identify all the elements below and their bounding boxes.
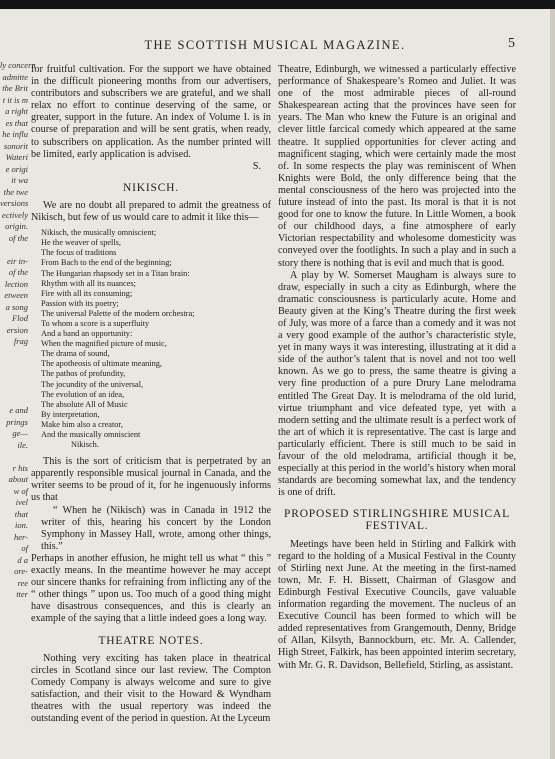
theatre-heading: THEATRE NOTES. <box>98 634 204 647</box>
edge-fragment: a right <box>5 106 28 116</box>
poem-line: And a band an opportunity: <box>41 329 133 339</box>
festival-paragraph: Meetings have been held in Stirling and Falkirk with regard to the holding of a Musical Festival in the County of Stirling next June. At the meeting in the first-named town, Mr. F. H. Bissett, Chairman of Glasgow and Edinburgh Festival Executive Councils, gave valuable information regarding the movement. The nucleus of an Executive Council has been formed to which will be added representatives from Grangemouth, Denny, Bridge of Allan, Kilsyth, Bannockburn, etc. Mr. A. Callender, High Street, Falkirk, has been appointed interim secretary, with Mr. G. R. Davidson, Bellefield, Stirling, as assistant. <box>278 538 516 671</box>
poem-signature: Nikisch. <box>71 440 99 450</box>
edge-fragment: e origi <box>5 163 28 174</box>
criticism-paragraph: This is the sort of criticism that is perpetrated by an apparently responsible musical journal in Canada, and the writer seems to be proud of it, for he ingenuously informs us that <box>31 456 271 504</box>
editor-signature: S. <box>252 160 261 172</box>
effusion-paragraph: Perhaps in another effusion, he might tell us what “ this ” exactly means. In the meantime however he may accept our sincere thanks for refraining from inflicting any of the “ other things ” upon us. Too much of a good thing might have disastrous consequences, and this is clearly an example of the saying that a little indeed goes a long way. <box>31 552 271 625</box>
poem-line: The pathos of profundity, <box>41 369 126 379</box>
edge-fragment: ge— <box>12 428 28 438</box>
poem-line: And the musically omniscient <box>41 430 141 439</box>
poem-line: Nikisch, the musically omniscient; <box>41 228 157 238</box>
edge-fragment: Wateri <box>5 152 28 162</box>
edge-fragment: a song <box>5 301 28 312</box>
theatre-paragraph: Nothing very exciting has taken place in theatrical circles in Scotland since our last review. The Compton Comedy Company is always welcome and sure to give satisfaction, and their visit to the Howard & Wyndham theatres with the usual repertory was indeed the outstanding event of the period in question. At the Lyceum <box>31 652 271 725</box>
poem-line: The evolution of an idea, <box>41 389 125 399</box>
edge-fragment: that <box>14 508 28 519</box>
edge-fragment <box>0 601 28 613</box>
poem-line: The Hungarian rhapsody set in a Titan brain: <box>41 268 190 278</box>
edge-fragment: ile. <box>17 439 28 450</box>
edge-fragment: ion. <box>15 520 28 530</box>
lyceum-paragraph: Theatre, Edinburgh, we witnessed a particularly effective performance of Shakespeare’s Romeo and Juliet. It was one of the most admirable pieces of all-round Shakespearean acting that the provinces have seen for years. The Man who knew the Future is an original and clever little farcical comedy which appeared at the same theatre. It supplied opportunities for clever acting and magnificent staging, which were certainly made the most of. In some respects the play was reminiscent of When Knights were Bold, the only difference being that the mental consciousness of the hero was projected into the future instead of into the past. Its moral is that it is not good for one to know the future. In Little Women, a book of our childhood days, a fine atmosphere of early Victorian respectability and wholesome domesticity was conveyed over the footlights. In such a play and in such a story there is nothing that is evil and much that is good. <box>278 64 516 269</box>
edge-fragment: ree <box>17 577 28 588</box>
edge-fragment: d a <box>17 554 28 565</box>
quoted-paragraph: “ When he (Nikisch) was in Canada in 1912 the writer of this, hearing his concert by the London Symphony in Massey Hall, wrote, among other things, this.” <box>41 504 271 552</box>
edge-fragment: sonorit <box>3 140 28 151</box>
intro-paragraph: for fruitful cultivation. For the support we have obtained in the difficult pioneering months from our advertisers, contributors and subscribers we are grateful, and we shall relax no effort to continue deserving of the same, or greater, support in the future. An index of Volume I. is in course of preparation and will be sent gratis, when ready, to subscribers on application. As the number printed will be limited, early application is advised. <box>31 64 271 160</box>
edge-fragment: prings <box>6 416 28 427</box>
poem-line: The jocundity of the universal, <box>41 379 144 389</box>
poem-line: When the magnified picture of music, <box>41 339 167 349</box>
edge-fragment: of <box>21 543 28 553</box>
poem-line: Passion with its poetry; <box>41 298 119 308</box>
maugham-paragraph: A play by W. Somerset Maugham is always sure to draw, especially in such a city as Edinburgh, where the dramatic consciousness is particularly acute. Home and Beauty given at the King’s Theatre during the first week of July, was more of a farce than a comedy and it was not a very good example of the author’s characteristic style, yet in many ways it was interesting, illustrating at it did a side of the author’s talent that is novel and not too well known. As we go to press, the same theatre is giving a very fine production of a pure Drury Lane melodrama entitled The Great Day. It is melodrama of the old lurid, virtue triumphant and vice defeated type, yet with a modern setting and the ultimate result is a perfect work of the art of which it is representative. The cast is large and particularly efficient. There is still much to be said in favour of the old melodrama, artificial though it be, especially at this period in the world’s history when moral standards are becoming somewhat lax, and the tendency is one of drift. <box>278 269 516 499</box>
poem-line: To whom a score is a superfluity <box>41 318 150 328</box>
poem-line: The focus of traditions <box>41 248 117 258</box>
edge-fragment: es that <box>5 117 28 128</box>
edge-fragment <box>0 348 28 360</box>
poem-line: The absolute All of Music <box>41 399 128 409</box>
edge-fragment: admitte <box>2 71 28 82</box>
edge-fragment: of the <box>8 267 28 277</box>
edge-fragment: the twe <box>3 186 28 197</box>
edge-fragment: w of <box>13 485 28 496</box>
poem-line: The apotheosis of ultimate meaning, <box>41 359 162 369</box>
poem-line: He the weaver of spells, <box>41 238 121 248</box>
edge-fragment: of the <box>8 232 28 243</box>
edge-fragment: lection <box>4 278 28 289</box>
edge-fragment <box>0 359 28 371</box>
poem-line: Make him also a creator, <box>41 419 123 429</box>
left-column <box>31 64 271 725</box>
edge-fragment <box>0 394 28 406</box>
edge-fragment: the Brit <box>2 83 28 93</box>
festival-heading: PROPOSED STIRLINGSHIRE MUSICAL FESTIVAL. <box>284 508 510 533</box>
poem-line: Rhythm with all its nuances; <box>41 278 136 288</box>
edge-fragment: it wa <box>11 175 28 185</box>
page-number: 5 <box>508 36 515 51</box>
edge-fragment: origin. <box>5 221 28 231</box>
edge-fragment: ectively <box>2 209 28 220</box>
right-column <box>278 64 516 672</box>
edge-fragment: ly concern <box>0 60 36 70</box>
edge-fragment <box>0 451 28 463</box>
edge-fragment: r his <box>12 462 28 473</box>
poem-line: From Bach to the end of the beginning; <box>41 258 172 268</box>
edge-fragment <box>0 371 28 383</box>
edge-fragment: eir in- <box>6 255 28 266</box>
running-header: THE SCOTTISH MUSICAL MAGAZINE. <box>144 38 406 52</box>
edge-fragment: Flod <box>11 313 28 323</box>
edge-fragment: he influ <box>2 129 28 139</box>
page-shadow <box>550 9 555 759</box>
poem-line: By interpretation, <box>41 409 100 419</box>
edge-fragment: ivel <box>15 497 28 507</box>
poem-line: The drama of sound, <box>41 349 110 359</box>
edge-fragment <box>0 612 28 624</box>
edge-fragment: t it is m <box>2 94 28 105</box>
edge-fragment: e and <box>9 405 28 415</box>
edge-fragment: frag <box>13 336 28 346</box>
edge-fragment: ore- <box>14 566 28 576</box>
poem-line: Fire with all its consuming; <box>41 288 133 298</box>
edge-fragment: versions <box>0 198 29 208</box>
poem-line: The universal Palette of the modern orchestra; <box>41 308 195 318</box>
adjacent-page-fragments <box>0 60 36 720</box>
edge-fragment <box>0 244 28 256</box>
top-border <box>0 0 555 9</box>
edge-fragment: about <box>8 474 28 484</box>
edge-fragment: tter <box>16 589 28 599</box>
edge-fragment: etween <box>4 290 28 300</box>
nikisch-intro: We are no doubt all prepared to admit the greatness of Nikisch, but few of us would care to admit it like this— <box>31 199 271 224</box>
edge-fragment: ersion <box>6 324 28 335</box>
edge-fragment <box>0 382 28 394</box>
nikisch-heading: NIKISCH. <box>123 181 179 194</box>
edge-fragment: her- <box>14 531 28 542</box>
nikisch-poem <box>41 228 271 450</box>
